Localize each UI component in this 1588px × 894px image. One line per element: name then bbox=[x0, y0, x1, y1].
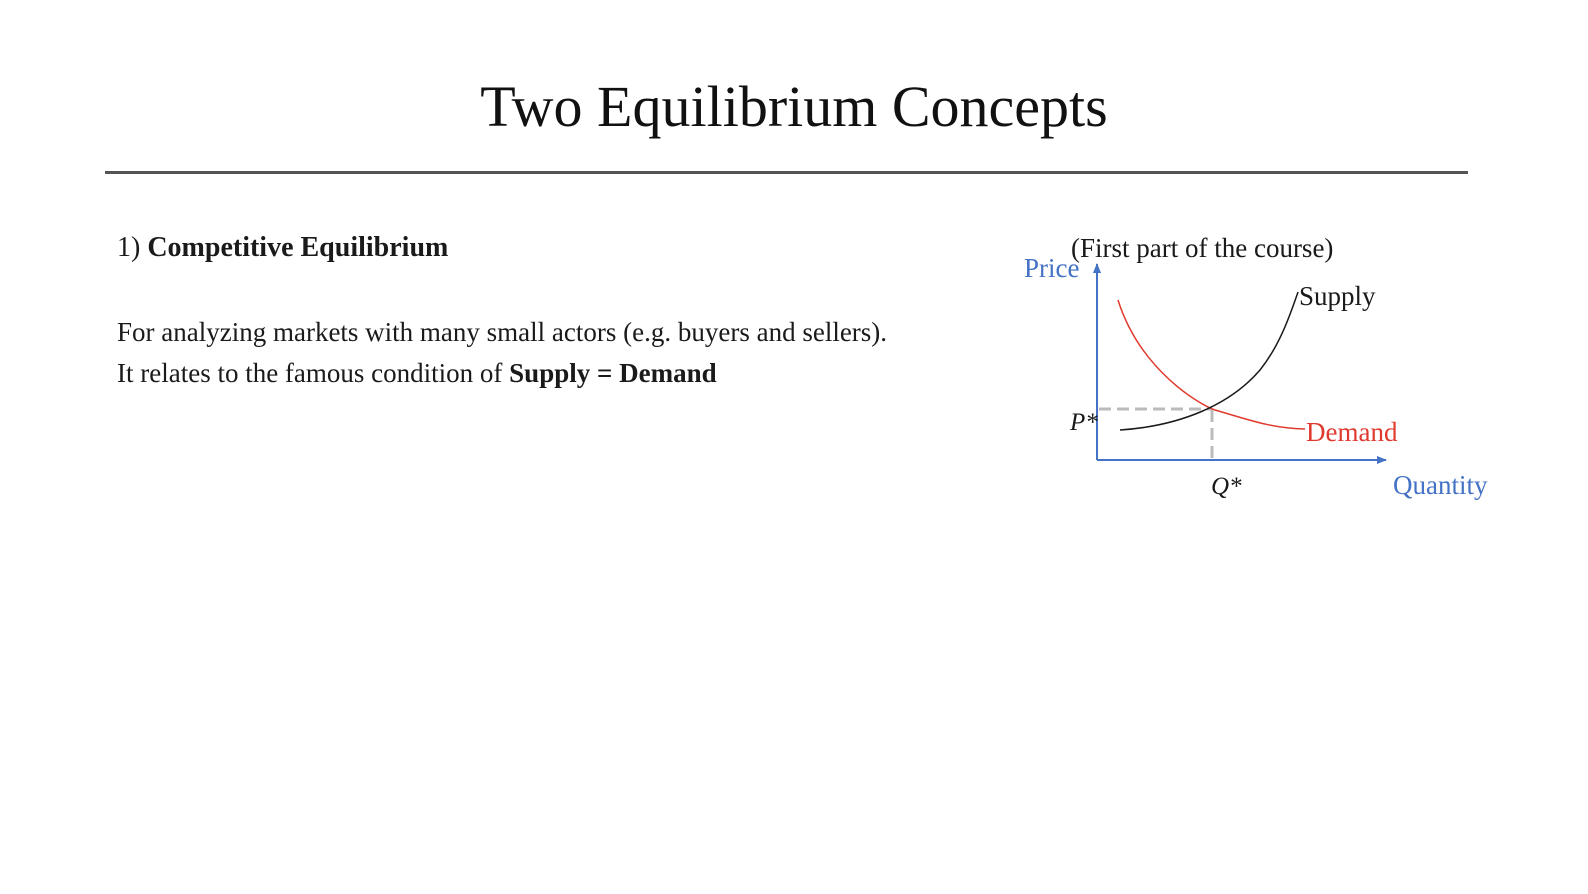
demand-label: Demand bbox=[1306, 417, 1398, 447]
body-line-2 bbox=[117, 355, 717, 391]
price-star-label: P* bbox=[1070, 409, 1098, 436]
supply-label: Supply bbox=[1299, 281, 1376, 311]
section-title: Competitive Equilibrium bbox=[147, 232, 449, 263]
title-divider bbox=[105, 171, 1468, 174]
body-line-2-prefix: It relates to the famous condition of bbox=[117, 358, 503, 388]
slide-title: Two Equilibrium Concepts bbox=[480, 74, 1108, 139]
supply-demand-chart bbox=[1000, 250, 1560, 520]
section-number: 1) bbox=[117, 232, 141, 263]
section-heading bbox=[117, 230, 448, 266]
body-line-1: For analyzing markets with many small actors (e.g. buyers and sellers). bbox=[117, 317, 888, 347]
body-line-2-bold: Supply = Demand bbox=[509, 358, 717, 388]
x-axis-label: Quantity bbox=[1393, 470, 1488, 500]
y-axis-label: Price bbox=[1024, 253, 1080, 283]
course-part-note: (First part of the course) bbox=[1071, 233, 1334, 263]
quantity-star-label: Q* bbox=[1211, 473, 1242, 500]
